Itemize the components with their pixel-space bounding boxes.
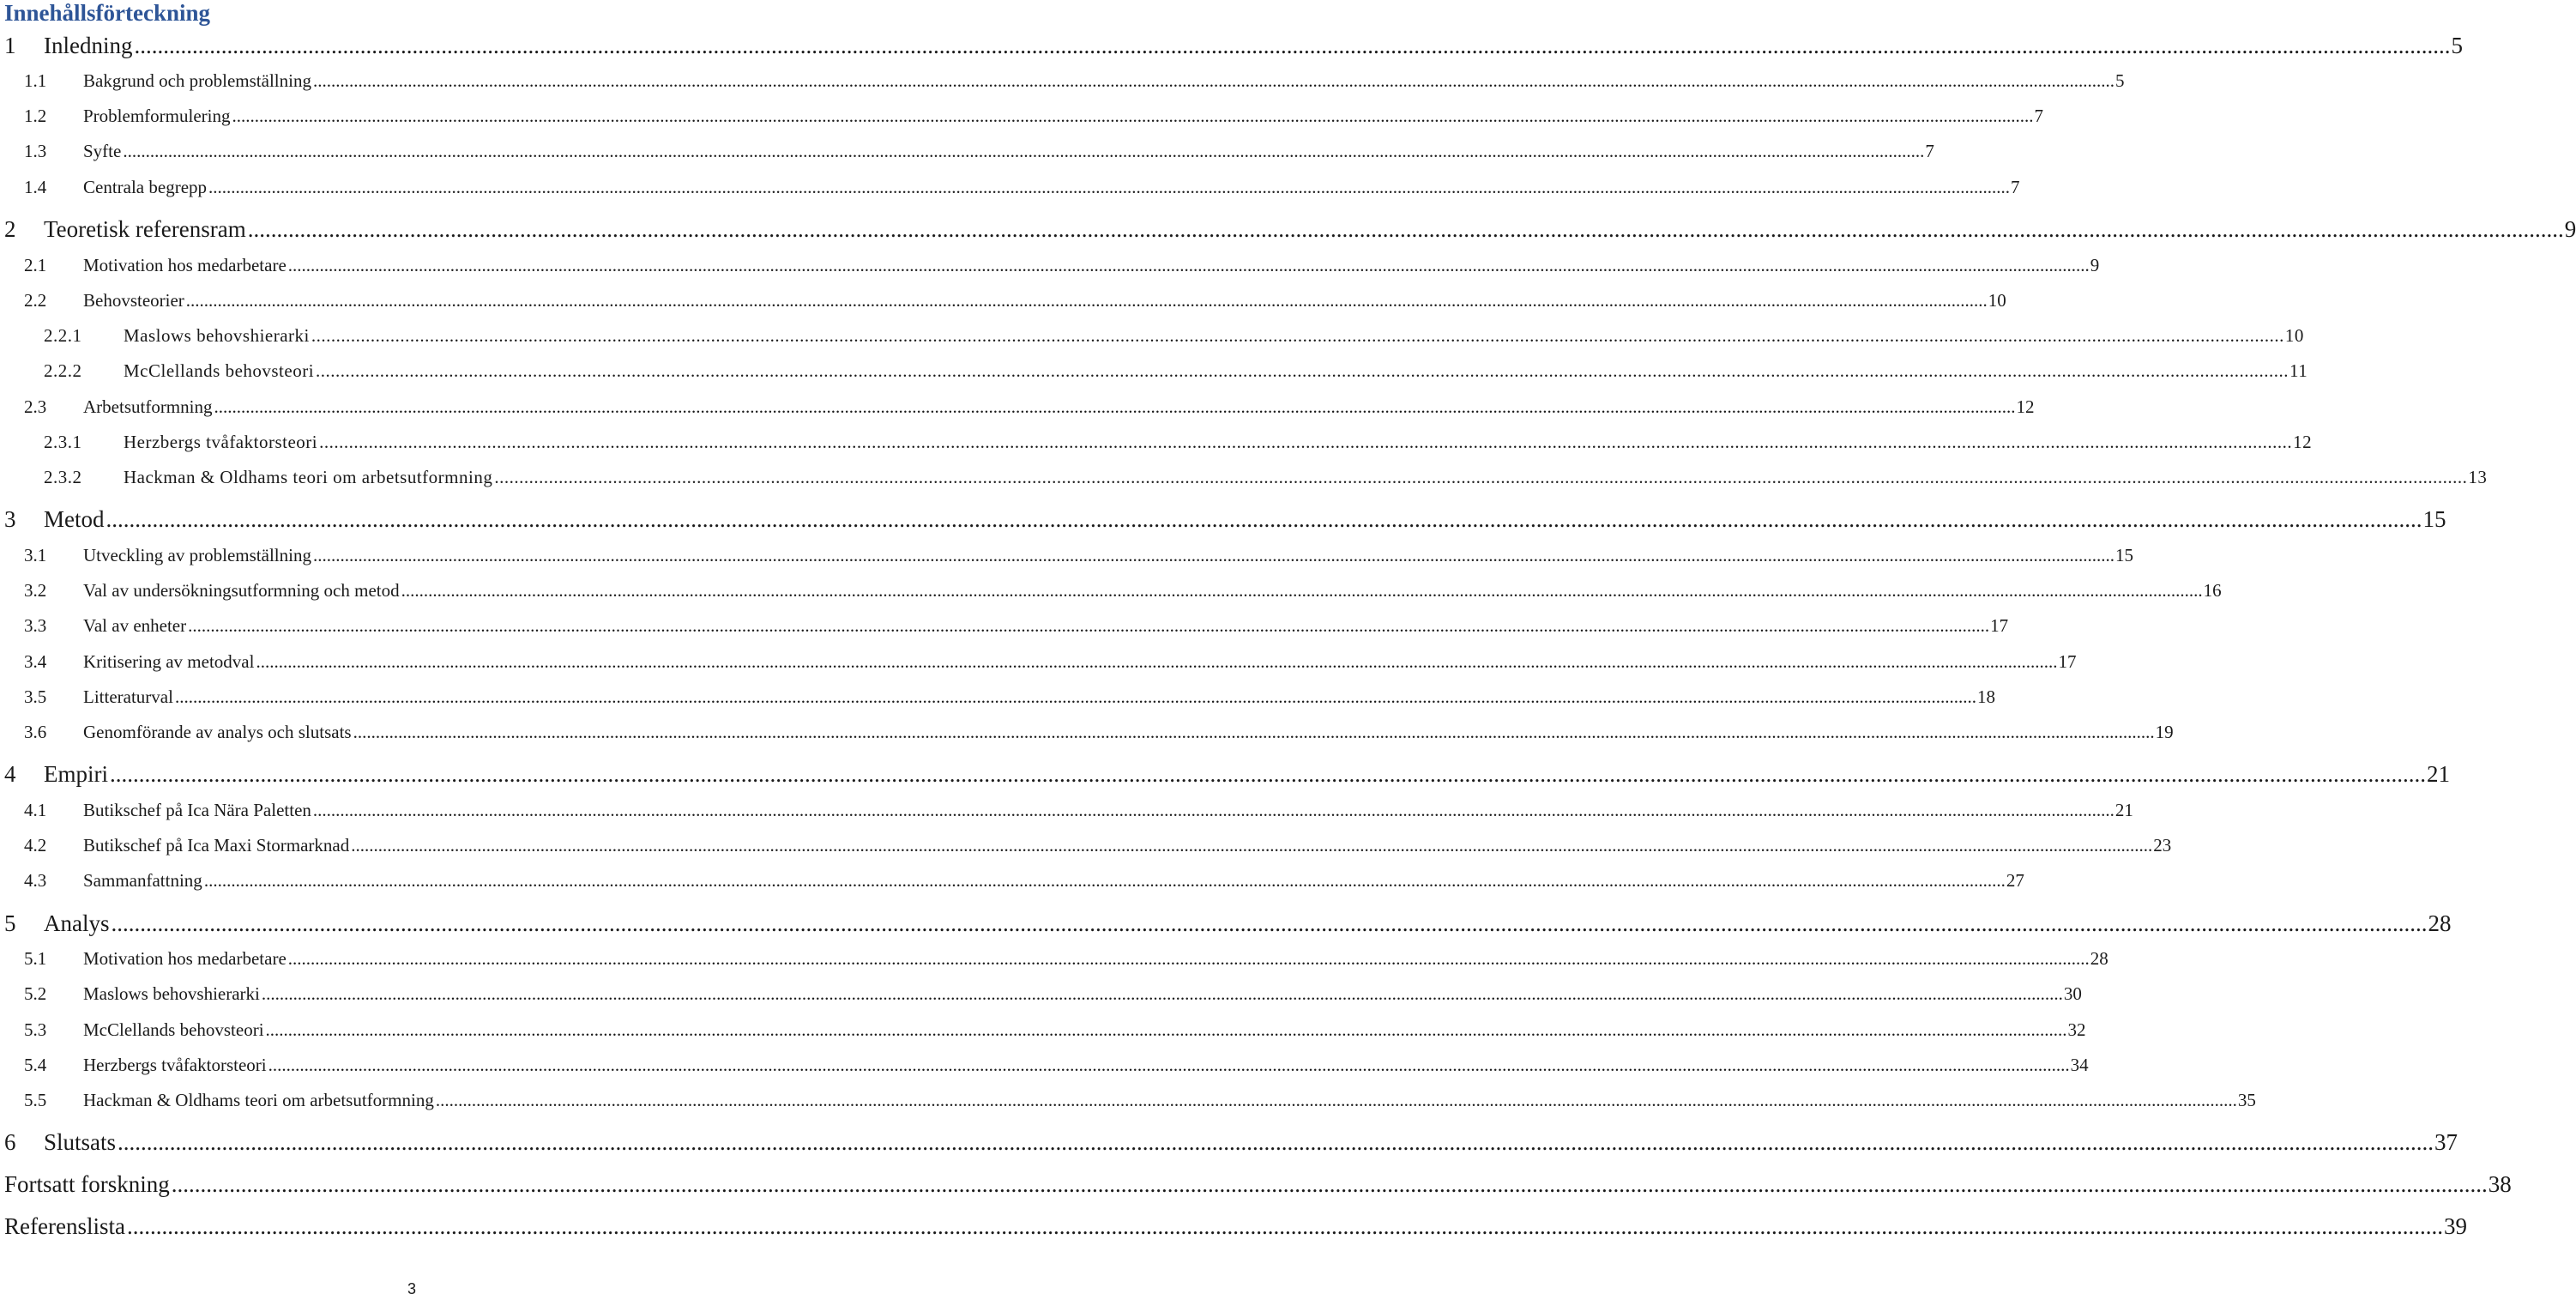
toc-entry-title: Motivation hos medarbetare [83, 948, 287, 969]
toc-entry[interactable] [0, 502, 2446, 536]
toc-entry-number: 4 [4, 761, 16, 787]
toc-entry-number: 5.2 [24, 983, 47, 1004]
toc-entry-page: 5 [2451, 33, 2463, 58]
toc-entry[interactable] [0, 138, 1934, 164]
toc-entry[interactable] [0, 1017, 2086, 1043]
toc-entry-number: 2.1 [24, 255, 47, 275]
dot-leader: ................................................................................................................................................................................................................................................................................................................................................................................................................ [171, 1171, 2488, 1197]
toc-entry-title: McClellands behovsteori [83, 1019, 264, 1040]
toc-entry-page: 17 [1990, 615, 2009, 636]
toc-entry-page: 21 [2114, 800, 2133, 820]
dot-leader: ................................................................................................................................................................................................................................................................................................................................................................................................................ [256, 651, 2058, 672]
dot-leader: ................................................................................................................................................................................................................................................................................................................................................................................................................ [494, 467, 2468, 487]
toc-entry-number: 6 [4, 1129, 16, 1155]
toc-entry-number: 3 [4, 506, 16, 532]
toc-entry-title: Herzbergs tvåfaktorsteori [83, 1055, 267, 1075]
toc-entry-page: 12 [2016, 396, 2035, 417]
toc-entry-number: 2.3.2 [44, 467, 82, 487]
toc-entry-page: 19 [2155, 722, 2174, 742]
toc-entry-title: Genomförande av analys och slutsats [83, 722, 352, 742]
toc-entry-title: Analys [44, 910, 110, 936]
toc-entry-title: Hackman & Oldhams teori om arbetsutformning [83, 1090, 434, 1110]
toc-entry-page: 7 [1925, 141, 1934, 161]
toc-entry-page: 28 [2090, 948, 2108, 969]
toc-entry-page: 30 [2063, 983, 2082, 1004]
dot-leader: ................................................................................................................................................................................................................................................................................................................................................................................................................ [214, 396, 2016, 417]
toc-entry-number: 1 [4, 33, 16, 58]
toc-entry-title: Behovsteorier [83, 290, 184, 311]
toc-entry[interactable] [0, 1125, 2458, 1159]
dot-leader: ................................................................................................................................................................................................................................................................................................................................................................................................................ [312, 70, 2114, 91]
toc-entry[interactable] [0, 613, 2009, 638]
toc-entry-number: 2 [4, 216, 16, 242]
toc-entry-title: Maslows behovshierarki [83, 983, 260, 1004]
toc-entry-title: Utveckling av problemställning [83, 545, 311, 565]
dot-leader: ................................................................................................................................................................................................................................................................................................................................................................................................................ [265, 1019, 2067, 1040]
toc-entry-page: 7 [2011, 177, 2020, 197]
toc-entry-title: Bakgrund och problemställning [83, 70, 311, 91]
toc-entry-number: 1.3 [24, 141, 47, 161]
toc-entry-title: Val av enheter [83, 615, 187, 636]
dot-leader: ................................................................................................................................................................................................................................................................................................................................................................................................................ [261, 983, 2063, 1004]
toc-entry[interactable] [0, 577, 2222, 603]
toc-entry-page: 7 [2034, 106, 2043, 126]
toc-entry-page: 38 [2488, 1171, 2512, 1197]
dot-leader: ................................................................................................................................................................................................................................................................................................................................................................................................................ [174, 686, 1976, 707]
toc-entry-title: Maslows behovshierarki [124, 325, 310, 346]
toc-entry-title: Butikschef på Ica Nära Paletten [83, 800, 311, 820]
toc-entry-number: 1.4 [24, 177, 47, 197]
toc-entry[interactable] [0, 287, 2006, 313]
dot-leader: ................................................................................................................................................................................................................................................................................................................................................................................................................ [123, 141, 1925, 161]
dot-leader: ................................................................................................................................................................................................................................................................................................................................................................................................................ [316, 360, 2289, 381]
toc-entry[interactable] [0, 1209, 2467, 1243]
toc-entry-number: 1.1 [24, 70, 47, 91]
toc-entry-page: 27 [2006, 870, 2024, 891]
toc-entry-page: 23 [2153, 835, 2172, 856]
toc-entry-number: 1.2 [24, 106, 47, 126]
dot-leader: ................................................................................................................................................................................................................................................................................................................................................................................................................ [110, 761, 2426, 787]
dot-leader: ................................................................................................................................................................................................................................................................................................................................................................................................................ [203, 870, 2006, 891]
toc-entry-number: 5.3 [24, 1019, 47, 1040]
page-number: 3 [407, 1280, 416, 1297]
toc-entry-page: 18 [1976, 686, 1995, 707]
dot-leader: ................................................................................................................................................................................................................................................................................................................................................................................................................ [208, 177, 2011, 197]
toc-entry[interactable] [0, 946, 2108, 971]
toc-entry-title: Slutsats [44, 1129, 117, 1155]
toc-entry-title: Arbetsutformning [83, 396, 213, 417]
toc-entry[interactable] [0, 103, 2043, 129]
toc-entry-page: 35 [2237, 1090, 2256, 1110]
toc-entry-title: Empiri [44, 761, 108, 787]
toc-entry-number: 2.3 [24, 396, 47, 417]
dot-leader: ................................................................................................................................................................................................................................................................................................................................................................................................................ [118, 1129, 2434, 1155]
toc-entry-number: 4.1 [24, 800, 47, 820]
toc-entry-page: 10 [2284, 325, 2304, 346]
toc-entry[interactable] [0, 212, 2576, 246]
dot-leader: ................................................................................................................................................................................................................................................................................................................................................................................................................ [353, 722, 2155, 742]
toc-entry[interactable] [0, 832, 2172, 858]
toc-entry[interactable] [0, 1167, 2512, 1201]
dot-leader: ................................................................................................................................................................................................................................................................................................................................................................................................................ [111, 910, 2428, 936]
toc-entry-number: 5.4 [24, 1055, 47, 1075]
toc-entry-title: Syfte [83, 141, 122, 161]
toc-entry-title: McClellands behovsteori [124, 360, 315, 381]
toc-entry[interactable] [0, 429, 2313, 455]
toc-entry-page: 11 [2289, 360, 2308, 381]
dot-leader: ................................................................................................................................................................................................................................................................................................................................................................................................................ [134, 33, 2451, 58]
toc-entry[interactable] [0, 719, 2174, 745]
toc-entry-title: Fortsatt forskning [4, 1171, 170, 1197]
toc-entry-title: Inledning [44, 33, 133, 58]
dot-leader: ................................................................................................................................................................................................................................................................................................................................................................................................................ [312, 800, 2114, 820]
toc-entry-title: Butikschef på Ica Maxi Stormarknad [83, 835, 350, 856]
dot-leader: ................................................................................................................................................................................................................................................................................................................................................................................................................ [185, 290, 1988, 311]
toc-entry-title: Teoretisk referensram [44, 216, 246, 242]
toc-entry[interactable] [0, 1087, 2256, 1113]
toc-entry-page: 28 [2428, 910, 2452, 936]
toc-entry[interactable] [0, 797, 2133, 823]
toc-entry-page: 21 [2427, 761, 2450, 787]
toc-entry[interactable] [0, 542, 2133, 568]
dot-leader: ................................................................................................................................................................................................................................................................................................................................................................................................................ [188, 615, 1990, 636]
dot-leader: ................................................................................................................................................................................................................................................................................................................................................................................................................ [287, 255, 2090, 275]
toc-entry-page: 5 [2114, 70, 2125, 91]
toc-entry-number: 3.5 [24, 686, 47, 707]
toc-entry[interactable] [0, 1052, 2089, 1078]
toc-entry[interactable] [0, 174, 2020, 200]
toc-entry[interactable] [0, 981, 2082, 1007]
toc-entry[interactable] [0, 28, 2463, 63]
toc-entry-number: 5.1 [24, 948, 47, 969]
dot-leader: ................................................................................................................................................................................................................................................................................................................................................................................................................ [268, 1055, 2070, 1075]
toc-entry[interactable] [0, 649, 2077, 674]
toc-heading: Innehållsförteckning [4, 0, 211, 26]
toc-entry[interactable] [0, 394, 2035, 420]
toc-entry[interactable] [0, 358, 2308, 384]
toc-entry[interactable] [0, 68, 2125, 94]
toc-entry[interactable] [0, 252, 2100, 278]
dot-leader: ................................................................................................................................................................................................................................................................................................................................................................................................................ [401, 580, 2203, 601]
toc-entry-number: 3.1 [24, 545, 47, 565]
toc-entry-page: 39 [2443, 1213, 2467, 1239]
toc-entry-page: 15 [2114, 545, 2133, 565]
toc-entry-number: 3.2 [24, 580, 47, 601]
toc-entry-title: Metod [44, 506, 105, 532]
toc-entry-number: 4.3 [24, 870, 47, 891]
toc-entry[interactable] [0, 906, 2452, 940]
toc-entry-number: 3.3 [24, 615, 47, 636]
toc-entry-title: Sammanfattning [83, 870, 202, 891]
toc-entry-title: Kritisering av metodval [83, 651, 255, 672]
dot-leader: ................................................................................................................................................................................................................................................................................................................................................................................................................ [126, 1213, 2443, 1239]
dot-leader: ................................................................................................................................................................................................................................................................................................................................................................................................................ [435, 1090, 2237, 1110]
toc-entry-number: 3.4 [24, 651, 47, 672]
toc-entry-title: Referenslista [4, 1213, 125, 1239]
toc-entry-title: Litteraturval [83, 686, 173, 707]
toc-entry[interactable] [0, 868, 2024, 893]
toc-entry-title: Val av undersökningsutformning och metod [83, 580, 400, 601]
toc-entry[interactable] [0, 757, 2450, 791]
toc-entry-number: 5.5 [24, 1090, 47, 1110]
toc-entry-title: Centrala begrepp [83, 177, 208, 197]
toc-entry-number: 3.6 [24, 722, 47, 742]
toc-entry-number: 2.2.1 [44, 325, 82, 346]
toc-entry-page: 37 [2434, 1129, 2458, 1155]
toc-entry-number: 2.2.2 [44, 360, 82, 381]
toc-entry-page: 12 [2293, 432, 2313, 452]
dot-leader: ................................................................................................................................................................................................................................................................................................................................................................................................................ [287, 948, 2090, 969]
toc-entry-number: 4.2 [24, 835, 47, 856]
toc-entry-page: 9 [2564, 216, 2576, 242]
toc-entry-page: 13 [2468, 467, 2488, 487]
toc-entry-page: 10 [1988, 290, 2006, 311]
toc-entry[interactable] [0, 464, 2488, 490]
toc-entry-page: 32 [2067, 1019, 2086, 1040]
toc-entry-title: Problemformulering [83, 106, 231, 126]
toc-entry-page: 34 [2070, 1055, 2089, 1075]
toc-entry[interactable] [0, 684, 1995, 710]
dot-leader: ................................................................................................................................................................................................................................................................................................................................................................................................................ [312, 545, 2114, 565]
toc-entry-title: Herzbergs tvåfaktorsteori [124, 432, 318, 452]
toc-entry[interactable] [0, 323, 2304, 348]
dot-leader: ................................................................................................................................................................................................................................................................................................................................................................................................................ [319, 432, 2293, 452]
toc-entry-title: Motivation hos medarbetare [83, 255, 287, 275]
toc-entry-page: 16 [2203, 580, 2222, 601]
toc-entry-number: 5 [4, 910, 16, 936]
dot-leader: ................................................................................................................................................................................................................................................................................................................................................................................................................ [311, 325, 2284, 346]
dot-leader: ................................................................................................................................................................................................................................................................................................................................................................................................................ [106, 506, 2422, 532]
toc-entry-page: 9 [2090, 255, 2100, 275]
toc-entry-page: 17 [2058, 651, 2077, 672]
toc-entry-number: 2.2 [24, 290, 47, 311]
toc-entry-number: 2.3.1 [44, 432, 82, 452]
dot-leader: ................................................................................................................................................................................................................................................................................................................................................................................................................ [351, 835, 2153, 856]
dot-leader: ................................................................................................................................................................................................................................................................................................................................................................................................................ [232, 106, 2034, 126]
toc-entry-page: 15 [2422, 506, 2446, 532]
dot-leader: ................................................................................................................................................................................................................................................................................................................................................................................................................ [247, 216, 2564, 242]
toc-entry-title: Hackman & Oldhams teori om arbetsutformning [124, 467, 493, 487]
